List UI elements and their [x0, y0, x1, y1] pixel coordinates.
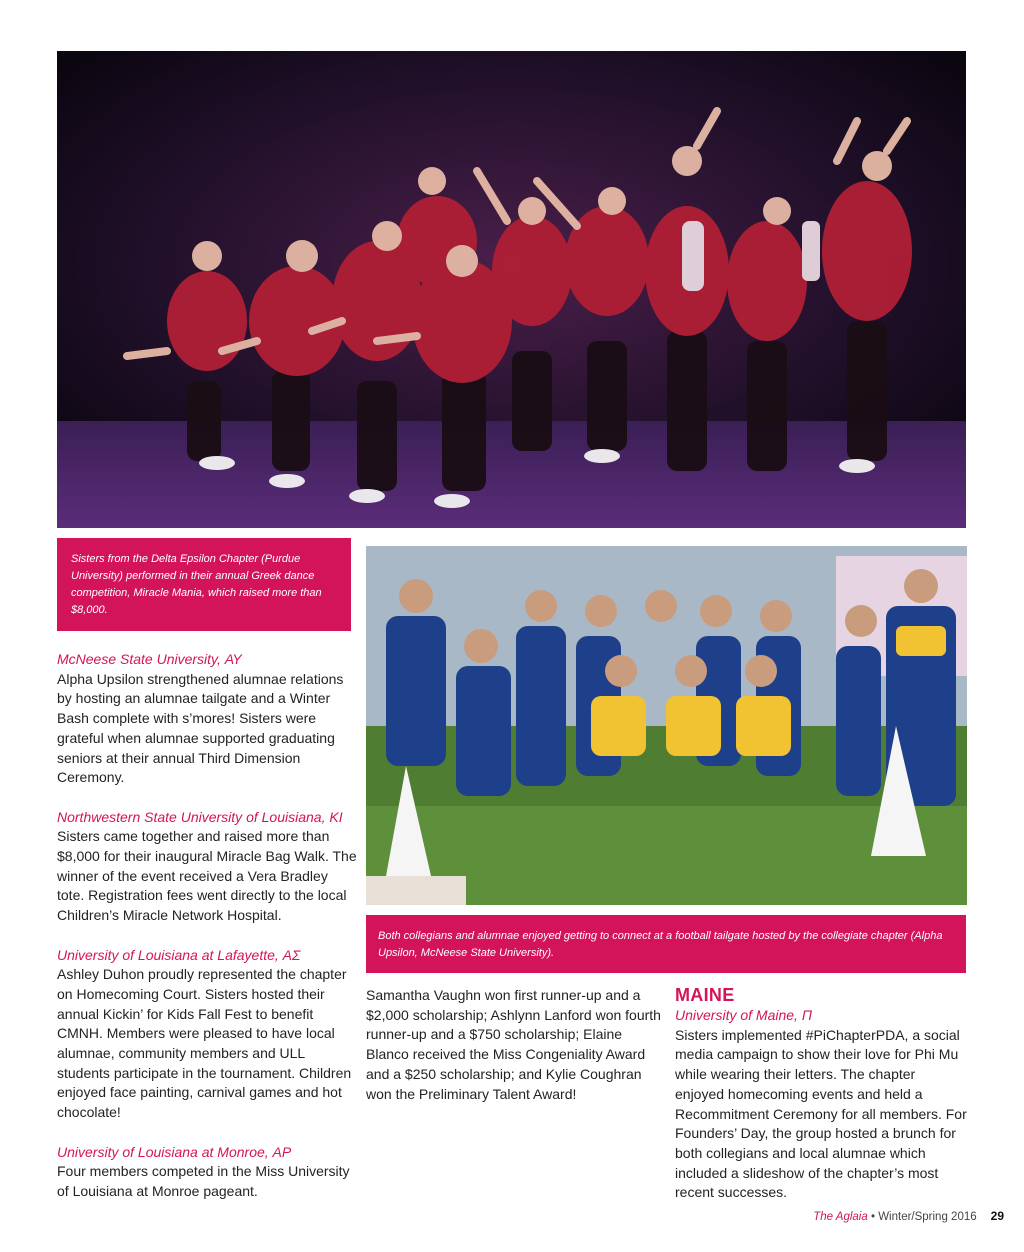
article-body: Ashley Duhon proudly represented the chapter on Homecoming Court. Sisters hosted their annual Kickin’ for Kids Fall Fest to benefit CMNH. Members were pleased to have local alumnae, community members and ULL students participate in the tournament. Children enjoyed face painting, carnival games and hot chocolate! [57, 966, 352, 1121]
article-mcneese [57, 650, 357, 788]
article-lafayette [57, 946, 357, 1123]
article-body: Sisters implemented #PiChapterPDA, a social media campaign to show their love for Phi Mu while wearing their letters. The chapter enjoyed homecoming events and held a Recommitment Ceremony for all members. For Founders’ Day, the group hosted a brunch for both collegians and local alumnae which included a slideshow of the chapter’s most recent successes. [675, 1026, 967, 1201]
footer-separator: • [867, 1211, 879, 1223]
chapter-heading: Northwestern State University of Louisiana, ΚΙ [57, 808, 343, 825]
tailgate-group-photo [366, 546, 967, 905]
chapter-heading: University of Louisiana at Monroe, ΑΡ [57, 1143, 292, 1160]
middle-column [366, 986, 666, 1104]
article-body: Alpha Upsilon strengthened alumnae relations by hosting an alumnae tailgate and a Winter Bash complete with s’mores! Sisters were grateful when alumnae supported graduating seniors at their annual Third Dimension Ceremony. [57, 670, 344, 786]
page-footer [813, 1209, 1004, 1223]
issue-date: Winter/Spring 2016 [878, 1211, 977, 1223]
chapter-heading: University of Maine, Π [675, 1007, 812, 1023]
chapter-heading: McNeese State University, ΑΥ [57, 651, 242, 667]
tailgate-photo-caption: Both collegians and alumnae enjoyed getting to connect at a football tailgate hosted by the collegiate chapter (Alpha Upsilon, McNeese State University). [366, 915, 966, 973]
article-northwestern [57, 808, 357, 926]
left-column [57, 650, 357, 1221]
article-body: Sisters came together and raised more than $8,000 for their inaugural Miracle Bag Walk. The winner of the event received a Vera Bradley tote. Registration fees went directly to the local Children’s Miracle Network Hospital. [57, 828, 357, 924]
dance-performance-photo [57, 51, 966, 528]
page-number: 29 [990, 1209, 1004, 1223]
magazine-title: The Aglaia [813, 1211, 868, 1223]
article-body: Four members competed in the Miss University of Louisiana at Monroe pageant. [57, 1163, 350, 1199]
chapter-heading: University of Louisiana at Lafayette, ΑΣ [57, 946, 301, 963]
article-monroe [57, 1143, 357, 1202]
state-heading: MAINE [675, 985, 735, 1005]
article-body-continued: Samantha Vaughn won first runner-up and a $2,000 scholarship; Ashlynn Lanford won fourth runner-up and a $750 scholarship; Elaine Blanco received the Miss Congeniality Award and a $250 scholarship; and Kylie Coughran won the Preliminary Talent Award! [366, 987, 661, 1102]
right-column [675, 985, 967, 1203]
dance-photo-caption: Sisters from the Delta Epsilon Chapter (Purdue University) performed in their annual Greek dance competition, Miracle Mania, which raised more than $8,000. [57, 538, 351, 631]
